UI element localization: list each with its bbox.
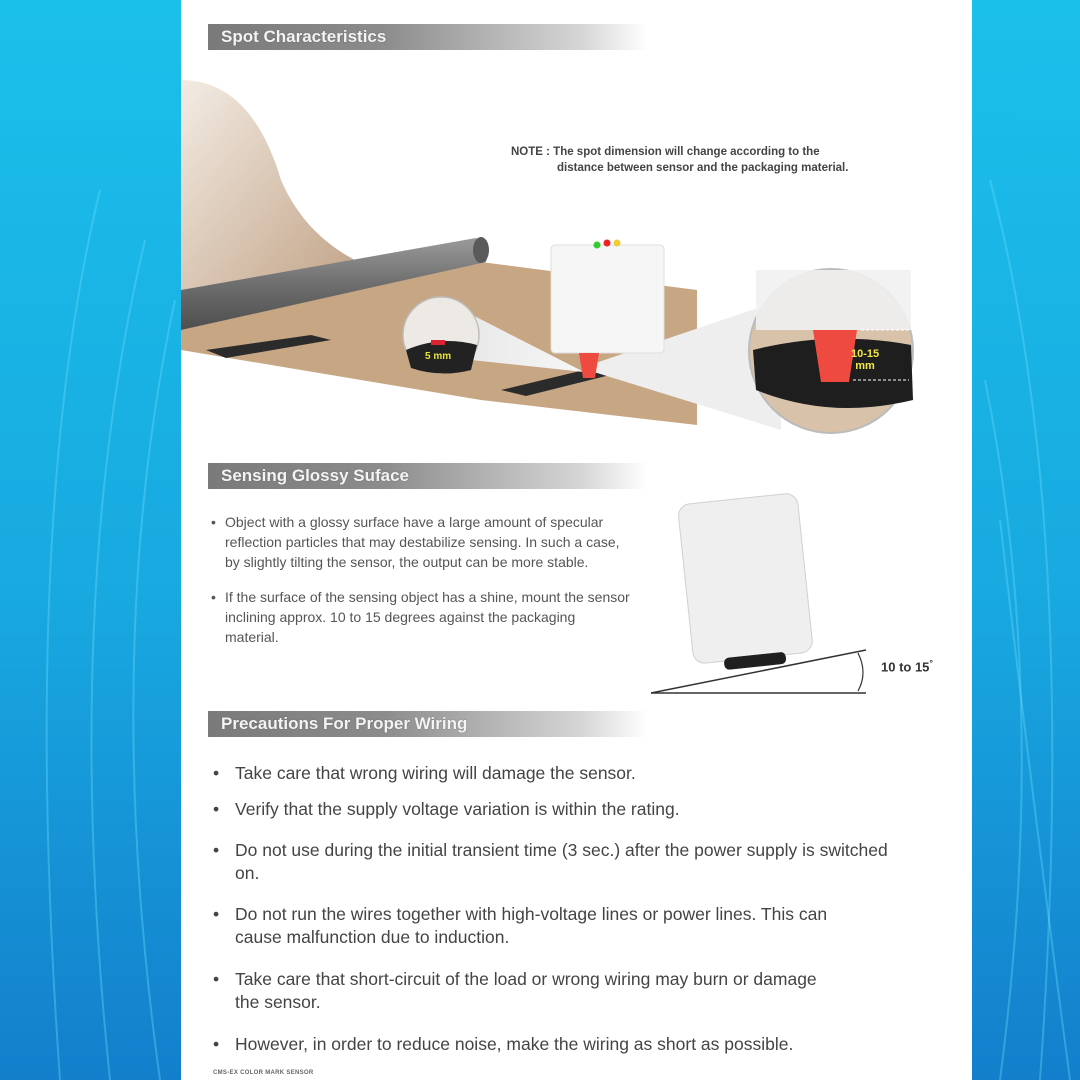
list-item: • Verify that the supply voltage variation is within the rating. (213, 798, 913, 821)
footer-product-name: CMS-EX COLOR MARK SENSOR (213, 1070, 314, 1076)
list-item: • Take care that short-circuit of the load or wrong wiring may burn or damage the sensor. (213, 968, 835, 1014)
note-line-1: NOTE : The spot dimension will change according to the (511, 146, 820, 158)
list-item: • Take care that wrong wiring will damage the sensor. (213, 762, 913, 785)
section-header-spot: Spot Characteristics (208, 24, 648, 50)
glossy-bullets (211, 512, 631, 662)
section-header-glossy: Sensing Glossy Suface (208, 463, 648, 489)
list-item: • However, in order to reduce noise, make the wiring as short as possible. (213, 1033, 913, 1056)
datasheet-page (181, 0, 972, 1080)
list-item: • If the surface of the sensing object has a shine, mount the sensor inclining approx. 10 to 15 degrees against the packaging material. (211, 587, 631, 647)
spot-size-large-label (851, 348, 879, 372)
list-item: • Do not run the wires together with high-voltage lines or power lines. This can cause malfunction due to induction. (213, 903, 845, 949)
spot-size-large-unit: mm (855, 360, 875, 372)
spot-illustration (181, 0, 972, 450)
list-item: • Do not use during the initial transient time (3 sec.) after the power supply is switched on. (213, 839, 895, 885)
list-item: • Object with a glossy surface have a large amount of specular reflection particles that may destabilize sensing. In such a case, by slightly tilting the sensor, the output can be more stable. (211, 512, 631, 572)
spot-size-large-value: 10-15 (851, 348, 880, 360)
angle-label (881, 658, 933, 674)
note-line-2: distance between sensor and the packaging material. (557, 162, 849, 174)
degree-symbol: ° (929, 658, 934, 668)
wiring-bullets (213, 762, 913, 1056)
spot-size-small-label: 5 mm (425, 351, 452, 362)
section-header-wiring: Precautions For Proper Wiring (208, 711, 648, 737)
spot-note (511, 144, 848, 176)
angle-value: 10 to 15 (881, 659, 930, 675)
